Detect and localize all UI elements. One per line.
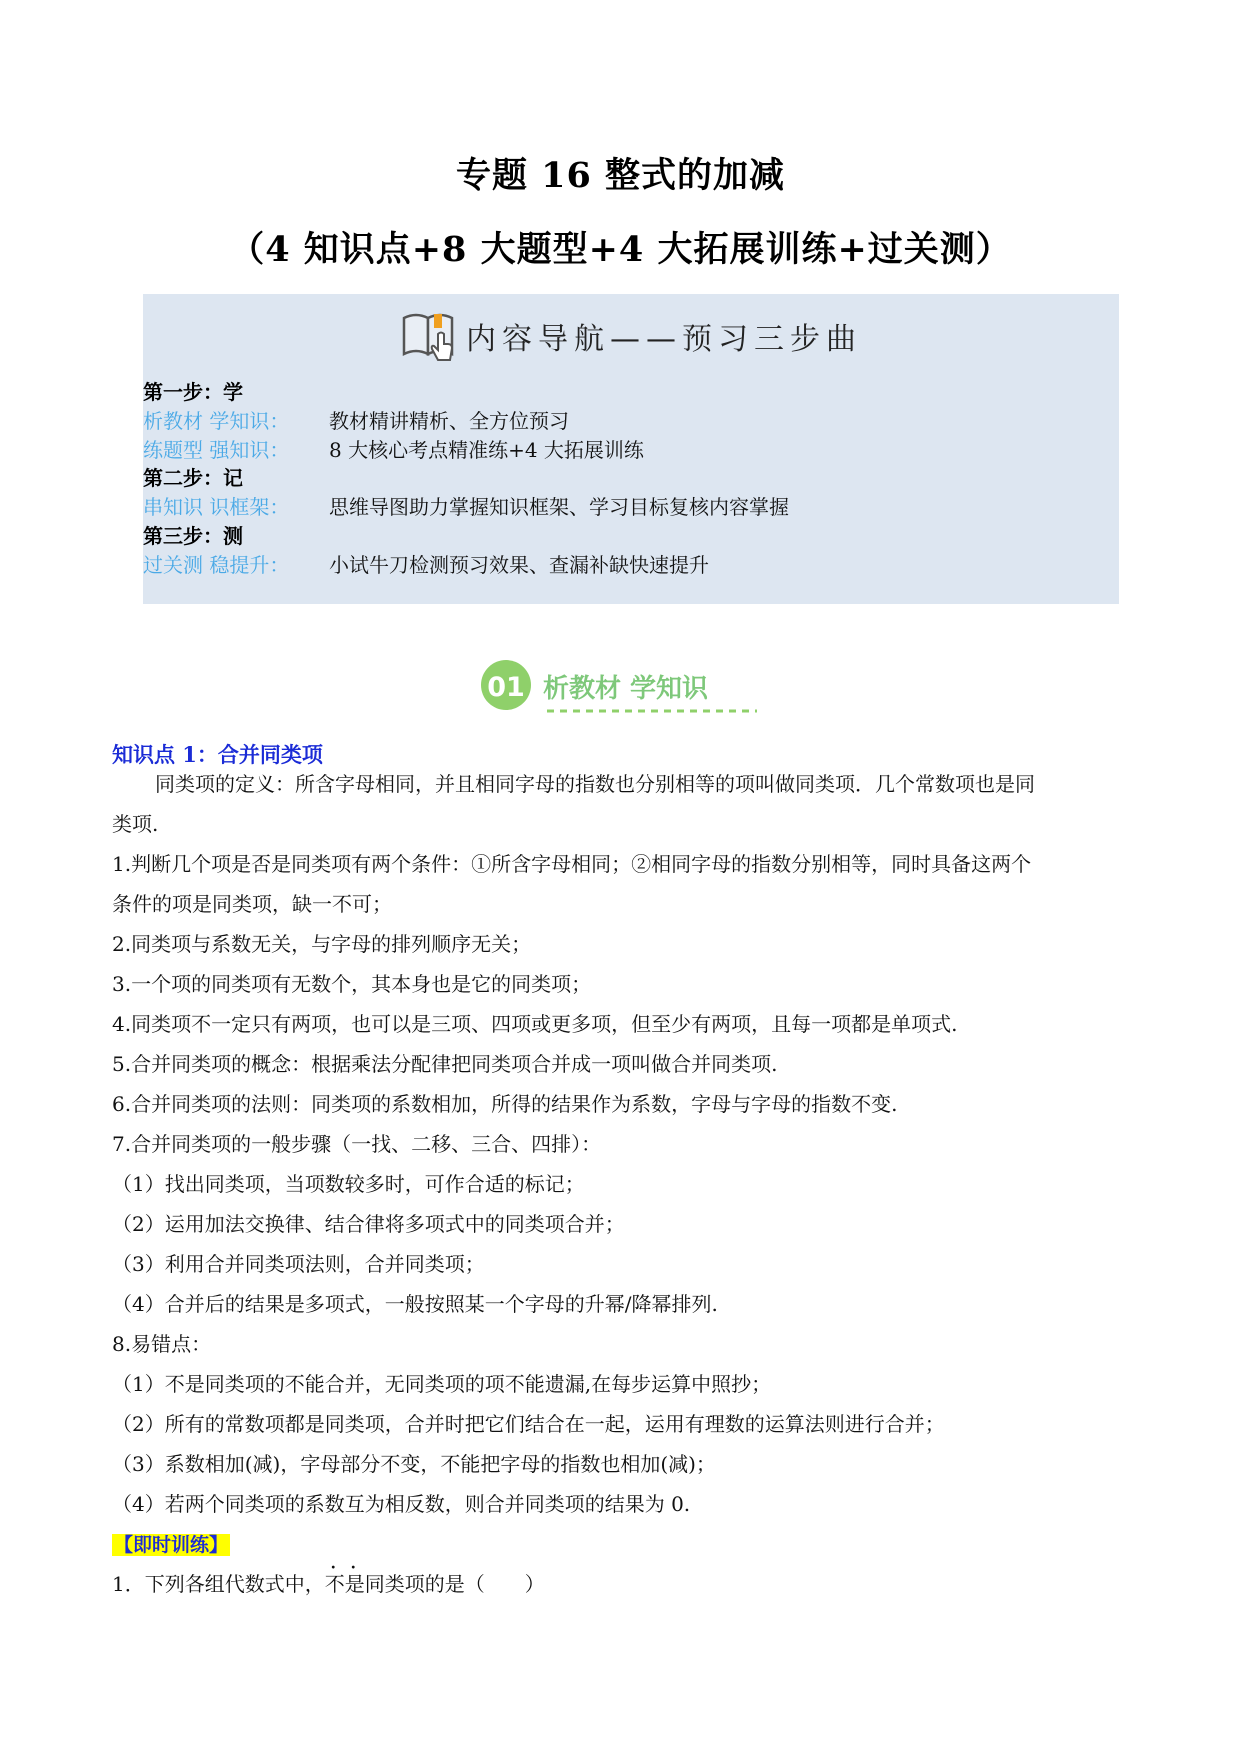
nav-step-1: 第一步：学 xyxy=(143,380,243,404)
step-3: （3）利用合并同类项法则，合并同类项； xyxy=(112,1252,485,1276)
nav-row xyxy=(143,493,789,522)
point-5: 5.合并同类项的概念：根据乘法分配律把同类项合并成一项叫做合并同类项. xyxy=(112,1052,778,1076)
error-2: （2）所有的常数项都是同类项，合并时把它们结合在一起，运用有理数的运算法则进行合并； xyxy=(112,1412,945,1436)
point-1: 1.判断几个项是否是同类项有两个条件：①所含字母相同；②相同字母的指数分别相等，同时具备这两个 xyxy=(112,852,1032,876)
point-4: 4.同类项不一定只有两项，也可以是三项、四项或更多项，但至少有两项，且每一项都是单项式. xyxy=(112,1012,958,1036)
nav-row xyxy=(143,551,789,580)
nav-header xyxy=(143,306,1119,366)
step-1: （1）找出同类项，当项数较多时，可作合适的标记； xyxy=(112,1172,585,1196)
error-4: （4）若两个同类项的系数互为相反数，则合并同类项的结果为 0. xyxy=(112,1492,691,1516)
practice-label-row xyxy=(112,1524,1122,1564)
definition-text: 同类项的定义：所含字母相同，并且相同字母的指数也分别相等的项叫做同类项．几个常数项也是同 xyxy=(155,772,1035,796)
practice-label: 【即时训练】 xyxy=(114,1534,229,1556)
dashed-underline xyxy=(547,708,757,714)
book-pointer-icon xyxy=(400,308,460,364)
definition-text-cont: 类项. xyxy=(112,812,159,836)
section-title: 析教材 学知识 xyxy=(543,674,709,704)
point-6: 6.合并同类项的法则：同类项的系数相加，所得的结果作为系数，字母与字母的指数不变. xyxy=(112,1092,898,1116)
point-1-cont: 条件的项是同类项，缺一不可； xyxy=(112,892,392,916)
step-4: （4）合并后的结果是多项式，一般按照某一个字母的升幂/降幂排列. xyxy=(112,1292,718,1316)
knowledge-point-body xyxy=(112,764,1122,1604)
point-7: 7.合并同类项的一般步骤（一找、二移、三合、四排）： xyxy=(112,1132,602,1156)
point-8: 8.易错点： xyxy=(112,1332,212,1356)
nav-row-value: 思维导图助力掌握知识框架、学习目标复核内容掌握 xyxy=(329,495,789,520)
emphasis-char: 是 xyxy=(344,1572,365,1596)
section-number-badge xyxy=(479,658,537,716)
nav-row-key: 练题型 强知识： xyxy=(143,437,290,462)
knowledge-point-title: 知识点 1：合并同类项 xyxy=(112,742,323,767)
question-1 xyxy=(112,1564,1122,1604)
nav-steps xyxy=(143,378,789,580)
section-heading xyxy=(479,658,763,716)
nav-row-value: 小试牛刀检测预习效果、查漏补缺快速提升 xyxy=(329,552,709,577)
document-title: 专题 16 整式的加减 xyxy=(455,155,786,196)
content-navigation-panel xyxy=(143,294,1119,604)
error-1: （1）不是同类项的不能合并，无同类项的项不能遗漏,在每步运算中照抄； xyxy=(112,1372,772,1396)
nav-row-key: 过关测 稳提升： xyxy=(143,552,290,577)
document-subtitle: （4 知识点+8 大题型+4 大拓展训练+过关测） xyxy=(229,229,1012,270)
nav-header-text: 内容导航——预习三步曲 xyxy=(466,322,862,357)
section-number: 01 xyxy=(487,672,525,703)
step-2: （2）运用加法交换律、结合律将多项式中的同类项合并； xyxy=(112,1212,625,1236)
nav-row-key: 析教材 学知识： xyxy=(143,408,290,433)
point-2: 2.同类项与系数无关，与字母的排列顺序无关； xyxy=(112,932,532,956)
nav-row-value: 教材精讲精析、全方位预习 xyxy=(329,408,569,433)
nav-row xyxy=(143,436,789,465)
error-3: （3）系数相加(减)，字母部分不变，不能把字母的指数也相加(减)； xyxy=(112,1452,716,1476)
nav-step-3: 第三步：测 xyxy=(143,523,243,548)
question-1-prefix: 1．下列各组代数式中， xyxy=(112,1572,325,1596)
question-1-suffix: 同类项的是（ ） xyxy=(364,1572,545,1596)
nav-row-value: 8 大核心考点精准练+4 大拓展训练 xyxy=(329,437,644,462)
point-3: 3.一个项的同类项有无数个，其本身也是它的同类项； xyxy=(112,972,592,996)
emphasis-char: 不 xyxy=(324,1572,345,1596)
nav-step-2: 第二步：记 xyxy=(143,466,243,491)
nav-row-key: 串知识 识框架： xyxy=(143,495,290,520)
nav-row xyxy=(143,407,789,436)
